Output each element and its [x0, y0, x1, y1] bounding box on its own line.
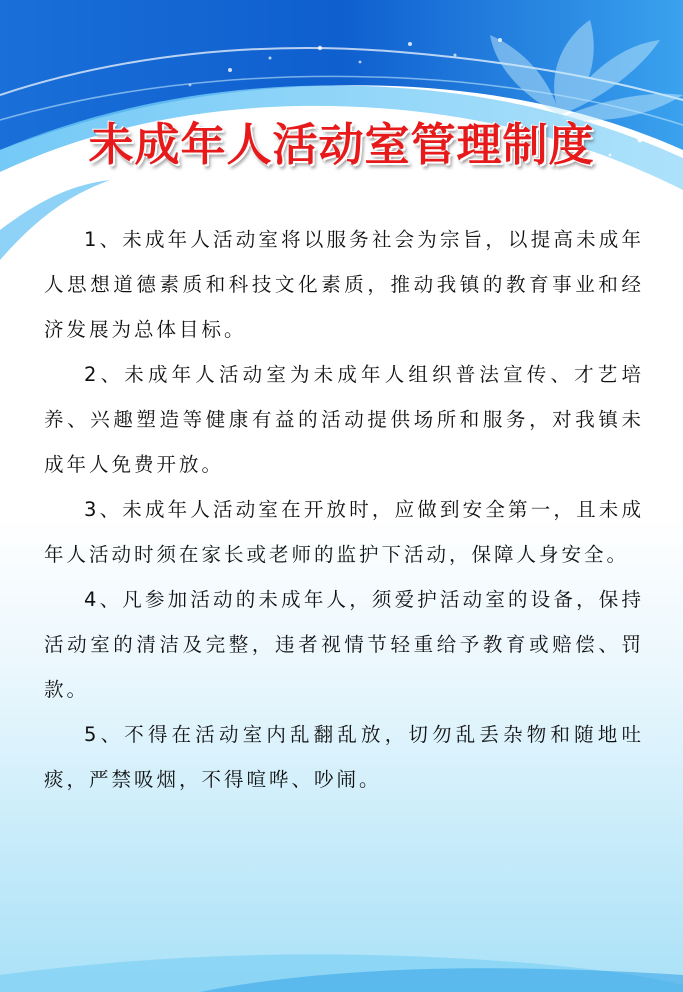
rule-paragraph: 3、未成年人活动室在开放时，应做到安全第一，且未成年人活动时须在家长或老师的监护下活动，保障人身安全。 [44, 498, 644, 566]
rule-paragraph: 4、凡参加活动的未成年人，须爱护活动室的设备，保持活动室的清洁及完整，违者视情节轻重给予教育或赔偿、罚款。 [44, 588, 644, 701]
rule-paragraph: 5、不得在活动室内乱翻乱放，切勿乱丢杂物和随地吐痰，严禁吸烟，不得喧哗、吵闹。 [44, 723, 644, 791]
rules-body [44, 217, 644, 802]
rule-paragraph: 1、未成年人活动室将以服务社会为宗旨，以提高未成年人思想道德素质和科技文化素质，推动我镇的教育事业和经济发展为总体目标。 [44, 228, 644, 341]
page-title: 未成年人活动室管理制度 [88, 118, 595, 171]
rule-paragraph: 2、未成年人活动室为未成年人组织普法宣传、才艺培养、兴趣塑造等健康有益的活动提供场所和服务，对我镇未成年人免费开放。 [44, 363, 644, 476]
